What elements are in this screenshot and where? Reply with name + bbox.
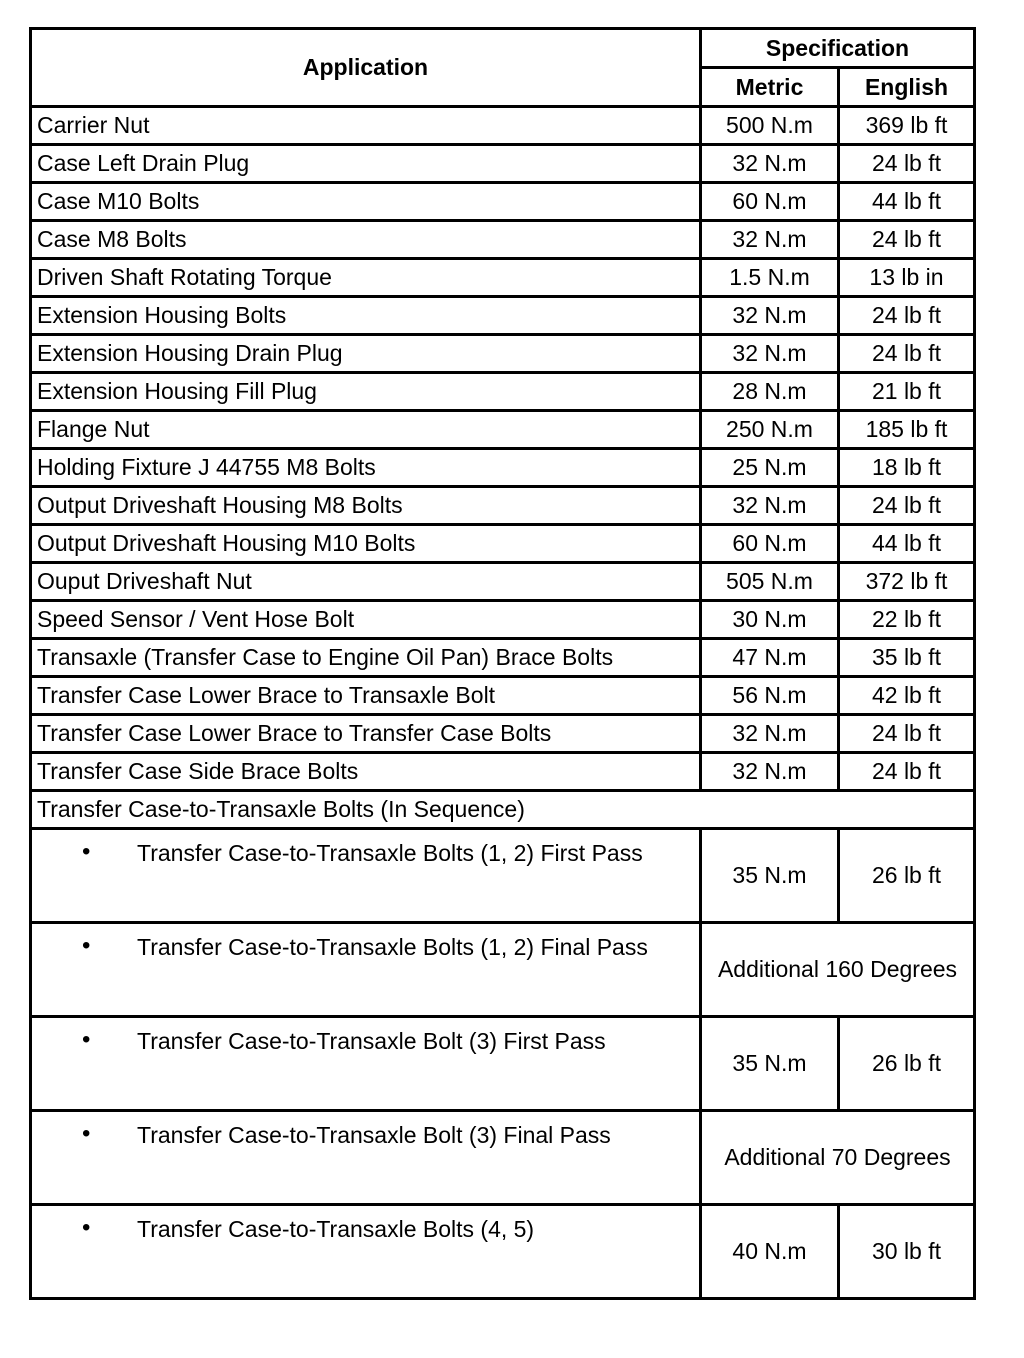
table-body	[31, 107, 975, 1299]
sequence-step-cell	[31, 923, 701, 1017]
metric-cell: 32 N.m	[701, 335, 839, 373]
application-cell: Case M10 Bolts	[31, 183, 701, 221]
header-metric: Metric	[701, 68, 839, 107]
english-cell: 372 lb ft	[839, 563, 975, 601]
sequence-step-row	[31, 829, 975, 923]
english-cell: 42 lb ft	[839, 677, 975, 715]
english-cell: 24 lb ft	[839, 145, 975, 183]
bullet-icon: •	[82, 1214, 91, 1241]
sequence-step-row	[31, 1205, 975, 1299]
english-cell: 24 lb ft	[839, 487, 975, 525]
sequence-step-cell	[31, 1111, 701, 1205]
table-row	[31, 411, 975, 449]
metric-cell: 32 N.m	[701, 221, 839, 259]
metric-cell: 30 N.m	[701, 601, 839, 639]
application-cell: Extension Housing Bolts	[31, 297, 701, 335]
bullet-icon: •	[82, 838, 91, 865]
application-cell: Ouput Driveshaft Nut	[31, 563, 701, 601]
table-row	[31, 221, 975, 259]
metric-cell: 32 N.m	[701, 297, 839, 335]
sequence-step-row	[31, 1017, 975, 1111]
metric-cell: 32 N.m	[701, 145, 839, 183]
application-cell: Extension Housing Drain Plug	[31, 335, 701, 373]
metric-cell: 25 N.m	[701, 449, 839, 487]
sequence-step-cell	[31, 829, 701, 923]
sequence-step-label: Transfer Case-to-Transaxle Bolts (4, 5)	[137, 1216, 535, 1242]
english-cell: 24 lb ft	[839, 297, 975, 335]
metric-cell: 32 N.m	[701, 753, 839, 791]
application-cell: Output Driveshaft Housing M10 Bolts	[31, 525, 701, 563]
english-cell: 26 lb ft	[839, 829, 975, 923]
application-cell: Holding Fixture J 44755 M8 Bolts	[31, 449, 701, 487]
english-cell: 30 lb ft	[839, 1205, 975, 1299]
application-cell: Transfer Case Lower Brace to Transaxle Bolt	[31, 677, 701, 715]
english-cell: 24 lb ft	[839, 715, 975, 753]
bullet-icon: •	[82, 932, 91, 959]
english-cell: 13 lb in	[839, 259, 975, 297]
table-row	[31, 677, 975, 715]
table-row	[31, 715, 975, 753]
sequence-step-row	[31, 923, 975, 1017]
header-english: English	[839, 68, 975, 107]
application-cell: Extension Housing Fill Plug	[31, 373, 701, 411]
metric-cell: 32 N.m	[701, 715, 839, 753]
english-cell: 21 lb ft	[839, 373, 975, 411]
table-row	[31, 601, 975, 639]
header-specification: Specification	[701, 29, 975, 68]
english-cell: 24 lb ft	[839, 335, 975, 373]
metric-cell: 40 N.m	[701, 1205, 839, 1299]
english-cell: 22 lb ft	[839, 601, 975, 639]
table-row	[31, 145, 975, 183]
metric-cell: 500 N.m	[701, 107, 839, 145]
table-row	[31, 107, 975, 145]
sequence-step-row	[31, 1111, 975, 1205]
sequence-step-label: Transfer Case-to-Transaxle Bolt (3) Final Pass	[137, 1122, 611, 1148]
english-cell: 18 lb ft	[839, 449, 975, 487]
sequence-step-cell	[31, 1017, 701, 1111]
sequence-title: Transfer Case-to-Transaxle Bolts (In Sequence)	[31, 791, 975, 829]
english-cell: 35 lb ft	[839, 639, 975, 677]
bullet-icon: •	[82, 1120, 91, 1147]
metric-cell: 35 N.m	[701, 829, 839, 923]
english-cell: 44 lb ft	[839, 183, 975, 221]
metric-cell: 56 N.m	[701, 677, 839, 715]
metric-cell: 1.5 N.m	[701, 259, 839, 297]
sequence-step-label: Transfer Case-to-Transaxle Bolts (1, 2) First Pass	[137, 840, 643, 866]
table-row	[31, 449, 975, 487]
table-row	[31, 525, 975, 563]
english-cell: 26 lb ft	[839, 1017, 975, 1111]
table-row	[31, 563, 975, 601]
sequence-step-cell	[31, 1205, 701, 1299]
application-cell: Carrier Nut	[31, 107, 701, 145]
metric-cell: 250 N.m	[701, 411, 839, 449]
combined-spec-cell: Additional 160 Degrees	[701, 923, 975, 1017]
metric-cell: 505 N.m	[701, 563, 839, 601]
metric-cell: 60 N.m	[701, 525, 839, 563]
header-application: Application	[31, 29, 701, 107]
english-cell: 24 lb ft	[839, 221, 975, 259]
table-row	[31, 259, 975, 297]
application-cell: Flange Nut	[31, 411, 701, 449]
table-row	[31, 183, 975, 221]
table-row	[31, 753, 975, 791]
english-cell: 369 lb ft	[839, 107, 975, 145]
application-cell: Transfer Case Side Brace Bolts	[31, 753, 701, 791]
sequence-step-label: Transfer Case-to-Transaxle Bolts (1, 2) Final Pass	[137, 934, 648, 960]
metric-cell: 35 N.m	[701, 1017, 839, 1111]
application-cell: Transaxle (Transfer Case to Engine Oil Pan) Brace Bolts	[31, 639, 701, 677]
sequence-title-row	[31, 791, 975, 829]
bullet-icon: •	[82, 1026, 91, 1053]
metric-cell: 32 N.m	[701, 487, 839, 525]
table-row	[31, 297, 975, 335]
torque-spec-table	[29, 27, 976, 1300]
combined-spec-cell: Additional 70 Degrees	[701, 1111, 975, 1205]
application-cell: Driven Shaft Rotating Torque	[31, 259, 701, 297]
table-row	[31, 335, 975, 373]
table-row	[31, 373, 975, 411]
application-cell: Output Driveshaft Housing M8 Bolts	[31, 487, 701, 525]
sequence-step-label: Transfer Case-to-Transaxle Bolt (3) First Pass	[137, 1028, 606, 1054]
english-cell: 185 lb ft	[839, 411, 975, 449]
table-row	[31, 487, 975, 525]
english-cell: 24 lb ft	[839, 753, 975, 791]
application-cell: Speed Sensor / Vent Hose Bolt	[31, 601, 701, 639]
application-cell: Transfer Case Lower Brace to Transfer Case Bolts	[31, 715, 701, 753]
application-cell: Case Left Drain Plug	[31, 145, 701, 183]
metric-cell: 47 N.m	[701, 639, 839, 677]
metric-cell: 28 N.m	[701, 373, 839, 411]
table-row	[31, 639, 975, 677]
metric-cell: 60 N.m	[701, 183, 839, 221]
application-cell: Case M8 Bolts	[31, 221, 701, 259]
english-cell: 44 lb ft	[839, 525, 975, 563]
